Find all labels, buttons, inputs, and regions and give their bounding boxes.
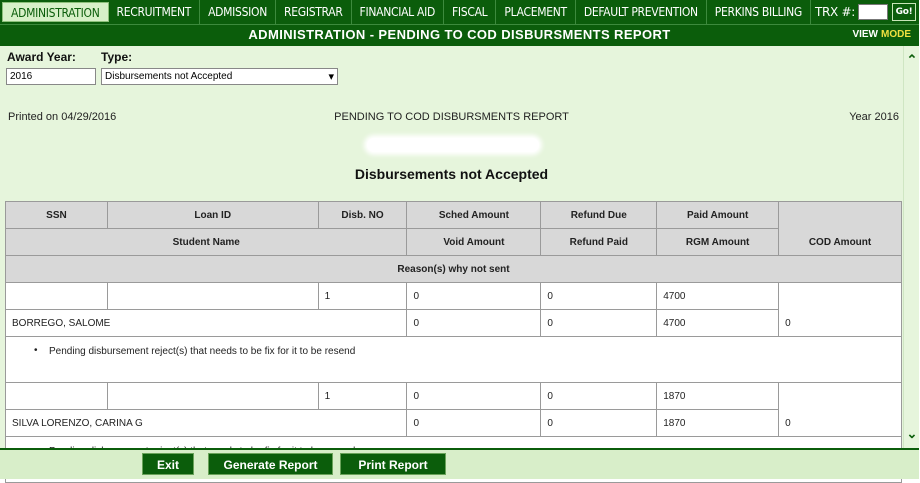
void-amount-cell: 0 (407, 410, 541, 437)
type-select-value: Disbursements not Accepted (105, 71, 233, 82)
content-area (0, 46, 903, 448)
paid-amount-cell: 1870 (657, 383, 779, 410)
table-header-row (6, 202, 902, 229)
nav-fiscal[interactable]: FISCAL (444, 0, 496, 24)
table-header-row (6, 256, 902, 283)
award-year-label: Award Year: (7, 50, 76, 64)
cod-amount-cell: 0 (779, 283, 902, 337)
footer-bar (0, 448, 919, 479)
report-year: Year 2016 (849, 111, 899, 123)
nav-financial-aid[interactable]: FINANCIAL AID (352, 0, 444, 24)
col-ssn: SSN (6, 202, 108, 229)
page-title: ADMINISTRATION - PENDING TO COD DISBURSMENTS REPORT (248, 27, 671, 42)
table-row (6, 283, 902, 310)
vertical-scrollbar[interactable] (903, 46, 919, 448)
reason-cell (6, 337, 902, 383)
col-rgm-amount: RGM Amount (657, 229, 779, 256)
printed-on: Printed on 04/29/2016 (8, 111, 117, 123)
col-reasons: Reason(s) why not sent (6, 256, 902, 283)
col-cod-amount: COD Amount (779, 202, 902, 256)
title-bar (0, 24, 919, 46)
exit-button[interactable]: Exit (142, 453, 194, 475)
ssn-cell (6, 383, 108, 410)
ssn-cell (6, 283, 108, 310)
refund-due-cell: 0 (541, 383, 657, 410)
col-sched-amount: Sched Amount (407, 202, 541, 229)
nav-placement[interactable]: PLACEMENT (496, 0, 575, 24)
refund-due-cell: 0 (541, 283, 657, 310)
reason-row (6, 337, 902, 383)
bullet-icon: • (34, 345, 38, 356)
section-title: Disbursements not Accepted (354, 166, 549, 182)
trx-group (815, 3, 916, 21)
table-row (6, 383, 902, 410)
report-title: PENDING TO COD DISBURSMENTS REPORT (334, 111, 569, 123)
rgm-amount-cell: 1870 (657, 410, 779, 437)
mode-label: MODE (881, 29, 911, 40)
generate-report-button[interactable]: Generate Report (208, 453, 333, 475)
col-student-name: Student Name (6, 229, 407, 256)
cod-amount-cell: 0 (779, 383, 902, 437)
col-refund-due: Refund Due (541, 202, 657, 229)
sched-amount-cell: 0 (407, 383, 541, 410)
refund-paid-cell: 0 (541, 310, 657, 337)
nav-registrar[interactable]: REGISTRAR (276, 0, 352, 24)
print-report-button[interactable]: Print Report (340, 453, 446, 475)
award-year-input[interactable]: 2016 (6, 68, 96, 85)
rgm-amount-cell: 4700 (657, 310, 779, 337)
table-row (6, 310, 902, 337)
disb-no-cell: 1 (318, 383, 407, 410)
type-label: Type: (101, 50, 133, 64)
loan-id-cell (107, 383, 318, 410)
paid-amount-cell: 4700 (657, 283, 779, 310)
student-name-cell: BORREGO, SALOME (6, 310, 407, 337)
go-button[interactable]: Go! (892, 3, 916, 21)
col-loan-id: Loan ID (107, 202, 318, 229)
col-paid-amount: Paid Amount (657, 202, 779, 229)
chevron-up-icon[interactable]: ⌃ (906, 52, 918, 67)
col-refund-paid: Refund Paid (541, 229, 657, 256)
disb-no-cell: 1 (318, 283, 407, 310)
view-label: VIEW (852, 29, 878, 40)
type-select[interactable] (101, 68, 338, 85)
top-nav (0, 0, 919, 24)
sched-amount-cell: 0 (407, 283, 541, 310)
void-amount-cell: 0 (407, 310, 541, 337)
nav-perkins-billing[interactable]: PERKINS BILLING (707, 0, 811, 24)
nav-recruitment[interactable]: RECRUITMENT (109, 0, 201, 24)
student-name-cell: SILVA LORENZO, CARINA G (6, 410, 407, 437)
trx-label: TRX #: (814, 5, 855, 19)
chevron-down-icon[interactable]: ⌄ (906, 426, 918, 441)
trx-input[interactable] (858, 4, 888, 20)
nav-administration[interactable]: ADMINISTRATION (2, 2, 109, 22)
loan-id-cell (107, 283, 318, 310)
table-row (6, 410, 902, 437)
refund-paid-cell: 0 (541, 410, 657, 437)
nav-default-prevention[interactable]: DEFAULT PREVENTION (576, 0, 707, 24)
table-header-row (6, 229, 902, 256)
col-disb-no: Disb. NO (318, 202, 407, 229)
report-table (5, 201, 902, 483)
chevron-down-icon: ▾ (328, 71, 334, 83)
redacted-text (367, 138, 539, 152)
nav-admission[interactable]: ADMISSION (200, 0, 276, 24)
reason-text: Pending disbursement reject(s) that needs to be fix for it to be resend (49, 346, 356, 357)
view-mode-indicator[interactable] (852, 29, 911, 40)
col-void-amount: Void Amount (407, 229, 541, 256)
